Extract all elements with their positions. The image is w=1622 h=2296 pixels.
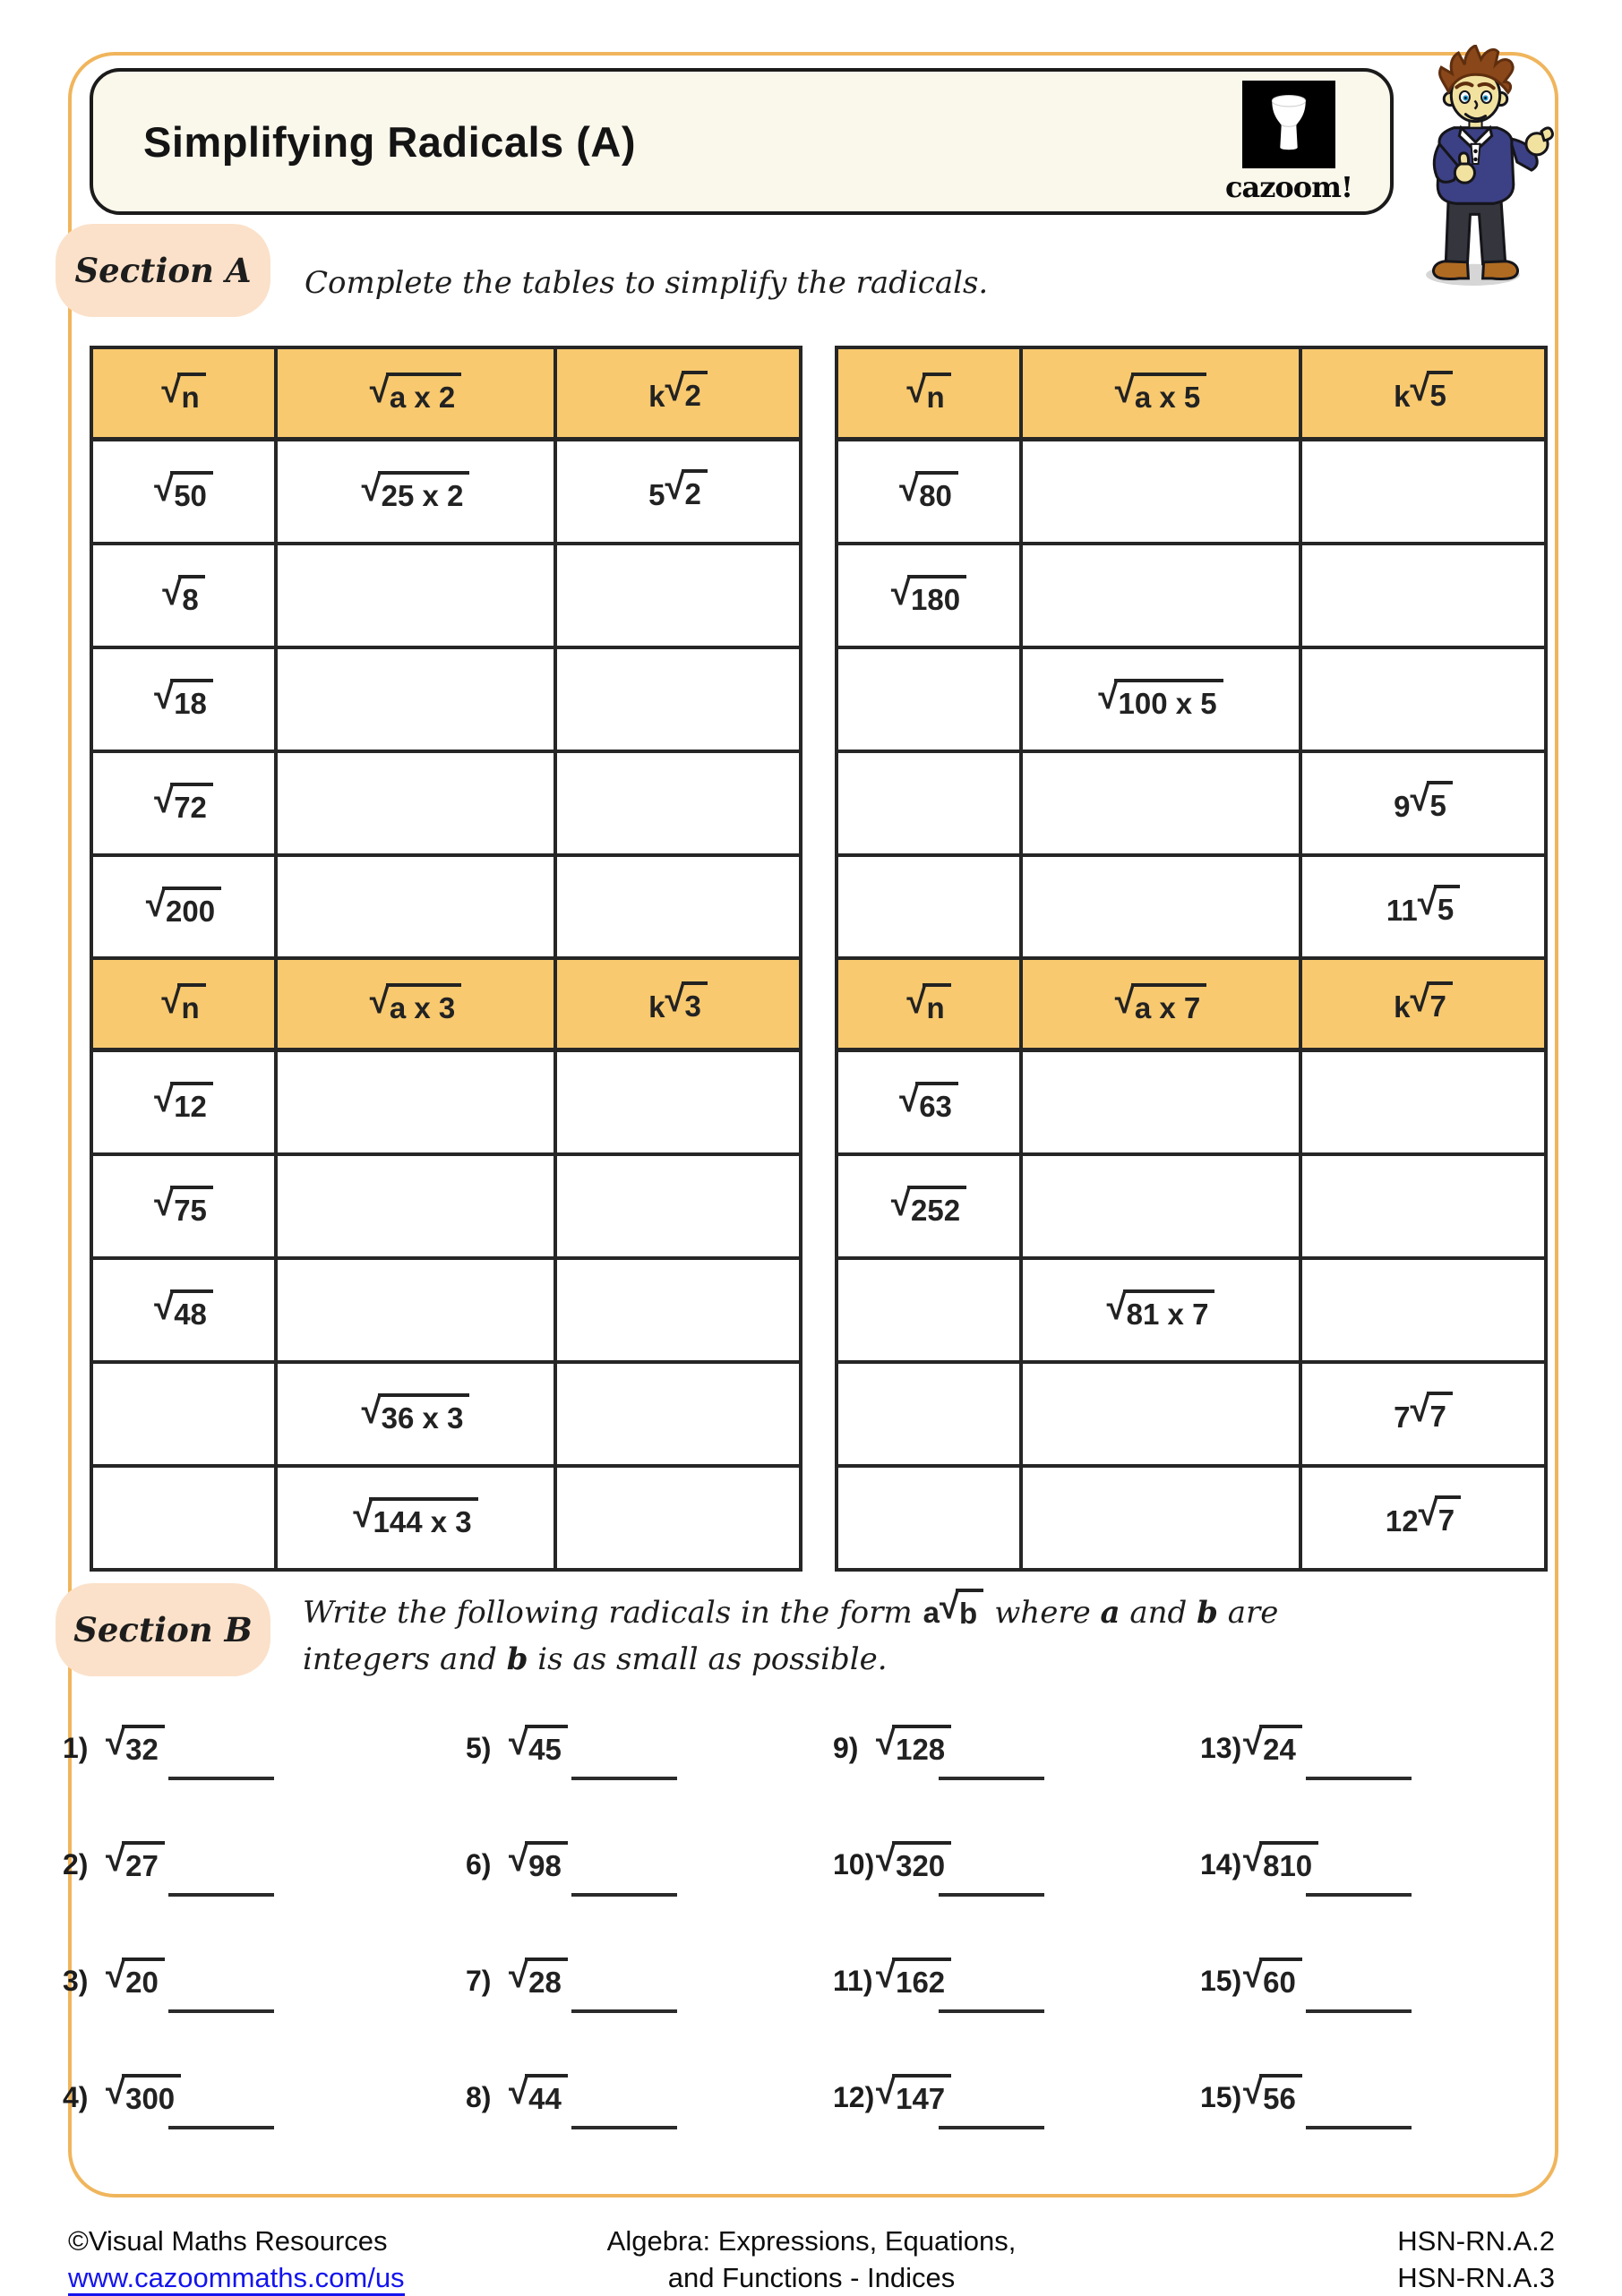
column-header — [1021, 958, 1300, 1050]
answer-cell[interactable] — [276, 1154, 555, 1258]
table-row — [837, 440, 1546, 544]
instruction-var-b: b — [506, 1641, 528, 1677]
problem-number: 12) — [833, 2081, 875, 2113]
problem-radical — [876, 1958, 951, 2000]
table-row — [91, 544, 801, 647]
table-row — [91, 1258, 801, 1362]
problem-item — [462, 2074, 829, 2190]
table-row — [837, 751, 1546, 855]
answer-blank[interactable] — [1306, 2126, 1412, 2129]
answer-cell[interactable] — [1300, 1154, 1546, 1258]
problem-number: 13) — [1200, 1732, 1242, 1764]
table-cell — [91, 1258, 276, 1362]
answer-cell[interactable] — [276, 1258, 555, 1362]
section-b-label: Section B — [73, 1610, 253, 1649]
section-a-label: Section A — [74, 251, 252, 290]
problem-radical — [106, 1958, 165, 2000]
problem-radical — [1243, 1725, 1302, 1767]
answer-cell[interactable] — [555, 751, 801, 855]
problem-number: 1) — [63, 1732, 89, 1764]
problem-item — [462, 1841, 829, 1958]
radical-expression: √ 810 — [1243, 1841, 1318, 1883]
answer-blank[interactable] — [168, 2009, 274, 2013]
problem-item — [462, 1958, 829, 2074]
answer-cell[interactable] — [91, 1466, 276, 1570]
table-row — [837, 1466, 1546, 1570]
problem-number: 11) — [833, 1965, 873, 1997]
answer-blank[interactable] — [1306, 1893, 1412, 1897]
problem-number: 14) — [1200, 1848, 1242, 1880]
problem-radical — [876, 1725, 951, 1767]
answer-cell[interactable] — [837, 1466, 1021, 1570]
radical-expression: √ 27 — [106, 1841, 165, 1883]
problem-item — [1197, 1841, 1501, 1958]
answer-cell[interactable] — [837, 1258, 1021, 1362]
answer-blank[interactable] — [571, 2126, 677, 2129]
radical-expression: k √ 5 — [1394, 371, 1453, 416]
instruction-var-b: b — [1197, 1595, 1218, 1631]
table-row — [91, 751, 801, 855]
radical-expression: √ a x 7 — [1115, 983, 1207, 1025]
column-header — [276, 347, 555, 440]
table-row — [91, 1466, 801, 1570]
table-cell — [1021, 1258, 1300, 1362]
answer-cell[interactable] — [837, 647, 1021, 751]
radical-expression: √ 20 — [106, 1958, 165, 2000]
radical-expression: √ 8 — [162, 575, 204, 617]
column-header — [837, 958, 1021, 1050]
radical-expression: k √ 3 — [648, 981, 708, 1027]
radical-expression: √ 24 — [1243, 1725, 1302, 1767]
problem-radical — [106, 1725, 165, 1767]
standard-code-2: HSN-RN.A.3 — [1397, 2262, 1555, 2293]
standard-code-1: HSN-RN.A.2 — [1397, 2225, 1555, 2257]
problem-number: 9) — [833, 1732, 859, 1764]
table-row — [837, 1154, 1546, 1258]
answer-cell[interactable] — [1021, 1154, 1300, 1258]
answer-blank[interactable] — [571, 1893, 677, 1897]
title-box — [90, 68, 1394, 215]
answer-cell[interactable] — [276, 855, 555, 959]
table-row — [837, 544, 1546, 647]
header-row — [91, 347, 801, 440]
radical-expression: √ 56 — [1243, 2074, 1302, 2116]
problem-item — [462, 1725, 829, 1841]
problem-item — [829, 1958, 1197, 2074]
radical-expression: √ 72 — [154, 783, 213, 825]
footer — [68, 2223, 1555, 2296]
instruction-var-a: a — [1100, 1595, 1120, 1631]
copyright-text: ©Visual Maths Resources — [68, 2225, 388, 2257]
problem-radical — [1243, 1841, 1318, 1883]
table-row — [91, 855, 801, 959]
radical-expression: √ 32 — [106, 1725, 165, 1767]
answer-blank[interactable] — [168, 1893, 274, 1897]
answer-cell[interactable] — [1300, 1258, 1546, 1362]
problem-item — [829, 1725, 1197, 1841]
table-cell — [1300, 1362, 1546, 1466]
radical-expression: k √ 7 — [1394, 981, 1453, 1027]
problem-radical — [876, 2074, 951, 2116]
problem-item — [59, 2074, 462, 2190]
answer-cell[interactable] — [1021, 751, 1300, 855]
radical-expression: √ 75 — [154, 1186, 213, 1228]
radical-expression: √ 252 — [891, 1186, 966, 1228]
radical-expression: √ n — [161, 983, 205, 1025]
answer-cell[interactable] — [1021, 1362, 1300, 1466]
answer-cell[interactable] — [1021, 855, 1300, 959]
logo-brand-text: cazoom! — [1225, 170, 1352, 204]
answer-cell[interactable] — [837, 751, 1021, 855]
answer-cell[interactable] — [555, 1466, 801, 1570]
radical-expression: √ 180 — [891, 575, 966, 617]
problem-number: 3) — [63, 1965, 89, 1997]
problem-radical — [106, 2074, 181, 2116]
simplify-table-sqrt5 — [835, 346, 1548, 961]
radical-expression: √ 80 — [899, 471, 958, 513]
radical-expression: 11 √ 5 — [1386, 885, 1460, 930]
table-row — [837, 855, 1546, 959]
answer-cell[interactable] — [555, 544, 801, 647]
header-row — [91, 958, 801, 1050]
radical-expression: 12 √ 7 — [1386, 1495, 1461, 1541]
radical-expression: √ 81 x 7 — [1107, 1289, 1215, 1332]
table-cell — [91, 855, 276, 959]
table-cell — [837, 1154, 1021, 1258]
radical-expression: √ a x 2 — [370, 373, 462, 415]
radical-expression: √ a x 5 — [1115, 373, 1207, 415]
problem-number: 6) — [466, 1848, 492, 1880]
problem-item — [1197, 1725, 1501, 1841]
answer-cell[interactable] — [91, 1362, 276, 1466]
table-cell — [1300, 855, 1546, 959]
answer-blank[interactable] — [571, 2009, 677, 2013]
answer-blank[interactable] — [939, 2009, 1044, 2013]
answer-cell[interactable] — [555, 1154, 801, 1258]
section-b-pill — [56, 1583, 270, 1676]
table-cell — [837, 440, 1021, 544]
answer-cell[interactable] — [1021, 440, 1300, 544]
answer-blank[interactable] — [939, 2126, 1044, 2129]
radical-expression: √ 25 x 2 — [362, 471, 470, 513]
answer-blank[interactable] — [1306, 2009, 1412, 2013]
problem-number: 4) — [63, 2081, 89, 2113]
topic-line-2: and Functions - Indices — [667, 2262, 956, 2293]
answer-cell[interactable] — [555, 855, 801, 959]
table-cell — [91, 1154, 276, 1258]
radical-expression: √ 147 — [876, 2074, 951, 2116]
table-cell — [276, 1362, 555, 1466]
radical-expression: √ 60 — [1243, 1958, 1302, 2000]
table-cell — [91, 1050, 276, 1155]
radical-expression: 9 √ 5 — [1394, 781, 1453, 827]
problem-radical — [1243, 2074, 1302, 2116]
problem-radical — [509, 1958, 568, 2000]
column-header — [1300, 347, 1546, 440]
radical-expression: 7 √ 7 — [1394, 1392, 1453, 1437]
problem-item — [829, 1841, 1197, 1958]
column-header — [91, 958, 276, 1050]
answer-blank[interactable] — [571, 1777, 677, 1780]
answer-cell[interactable] — [276, 544, 555, 647]
instruction-text: Write the following radicals in the form — [303, 1595, 913, 1631]
radical-expression: √ 45 — [509, 1725, 568, 1767]
instruction-text: is as small as possible. — [528, 1641, 888, 1677]
table-cell — [91, 647, 276, 751]
radical-expression: √ 300 — [106, 2074, 181, 2116]
answer-blank[interactable] — [1306, 1777, 1412, 1780]
answer-cell[interactable] — [1300, 440, 1546, 544]
answer-cell[interactable] — [1300, 647, 1546, 751]
radical-expression: √ 18 — [154, 679, 213, 721]
radical-expression: 5 √ 2 — [648, 469, 708, 515]
table-cell — [1300, 1466, 1546, 1570]
problem-number: 15) — [1200, 2081, 1242, 2113]
instruction-text: and — [1120, 1595, 1197, 1631]
problem-item — [1197, 2074, 1501, 2190]
problem-number: 15) — [1200, 1965, 1242, 1997]
radical-expression: √ 144 x 3 — [353, 1497, 477, 1539]
table-row — [837, 1362, 1546, 1466]
problem-number: 5) — [466, 1732, 492, 1764]
answer-cell[interactable] — [555, 1362, 801, 1466]
answer-cell[interactable] — [1021, 544, 1300, 647]
problem-item — [59, 1841, 462, 1958]
radical-expression: k √ 2 — [648, 371, 708, 416]
problem-radical — [509, 1841, 568, 1883]
radical-expression: √ 320 — [876, 1841, 951, 1883]
page-title: Simplifying Radicals (A) — [143, 117, 636, 166]
table-row — [91, 1154, 801, 1258]
table-row — [91, 647, 801, 751]
mascot-character-illustration — [1384, 45, 1567, 288]
simplify-table-sqrt7 — [835, 956, 1548, 1572]
radical-expression: √ n — [906, 373, 950, 415]
simplify-table-sqrt2 — [90, 346, 802, 961]
column-header — [555, 347, 801, 440]
radical-expression: √ n — [161, 373, 205, 415]
answer-cell[interactable] — [276, 647, 555, 751]
table-cell — [837, 1050, 1021, 1155]
problem-number: 2) — [63, 1848, 89, 1880]
instruction-text: where — [994, 1595, 1101, 1631]
problem-item — [59, 1958, 462, 2074]
radical-expression: √ 98 — [509, 1841, 568, 1883]
problem-radical — [1243, 1958, 1302, 2000]
radical-expression: √ a x 3 — [370, 983, 462, 1025]
table-row — [91, 1362, 801, 1466]
problem-radical — [509, 2074, 568, 2116]
answer-blank[interactable] — [939, 1777, 1044, 1780]
answer-blank[interactable] — [168, 1777, 274, 1780]
table-cell — [837, 544, 1021, 647]
website-link[interactable]: www.cazoommaths.com/us — [68, 2263, 405, 2296]
radical-expression: √ 12 — [154, 1082, 213, 1124]
table-row — [837, 1050, 1546, 1155]
answer-cell[interactable] — [1021, 1050, 1300, 1155]
table-cell — [1300, 751, 1546, 855]
cazoom-logo — [1213, 81, 1365, 204]
radical-expression: √ 63 — [899, 1082, 958, 1124]
radical-expression: √ 100 x 5 — [1098, 679, 1223, 721]
problem-number: 10) — [833, 1848, 875, 1880]
answer-cell[interactable] — [1300, 544, 1546, 647]
problem-number: 7) — [466, 1965, 492, 1997]
table-cell — [555, 440, 801, 544]
table-cell — [276, 1466, 555, 1570]
table-row — [91, 440, 801, 544]
radical-expression: √ 48 — [154, 1289, 213, 1332]
instruction-text: integers and — [303, 1641, 507, 1677]
problem-item — [59, 1725, 462, 1841]
column-header — [91, 347, 276, 440]
answer-cell[interactable] — [276, 751, 555, 855]
answer-blank[interactable] — [168, 2126, 274, 2129]
header-row — [837, 958, 1546, 1050]
table-row — [837, 647, 1546, 751]
table-cell — [1021, 647, 1300, 751]
problem-item — [1197, 1958, 1501, 2074]
answer-cell[interactable] — [276, 1050, 555, 1155]
formula-a-sqrt-b: a √ b — [923, 1596, 984, 1630]
simplify-table-sqrt3 — [90, 956, 802, 1572]
header-row — [837, 347, 1546, 440]
problem-radical — [876, 1841, 951, 1883]
column-header — [1021, 347, 1300, 440]
problem-radical — [509, 1725, 568, 1767]
radical-expression: √ 44 — [509, 2074, 568, 2116]
radical-expression: √ n — [906, 983, 950, 1025]
table-cell — [276, 440, 555, 544]
answer-cell[interactable] — [1300, 1050, 1546, 1155]
section-a-pill — [56, 224, 270, 317]
column-header — [555, 958, 801, 1050]
radical-expression: √ 50 — [154, 471, 213, 513]
problem-radical — [106, 1841, 165, 1883]
problem-item — [829, 2074, 1197, 2190]
table-row — [91, 1050, 801, 1155]
answer-cell[interactable] — [555, 1050, 801, 1155]
column-header — [1300, 958, 1546, 1050]
column-header — [837, 347, 1021, 440]
radical-expression: √ 162 — [876, 1958, 951, 2000]
radical-expression: √ 200 — [146, 887, 221, 929]
answer-blank[interactable] — [939, 1893, 1044, 1897]
radical-expression: √ 36 x 3 — [362, 1393, 470, 1435]
section-a-instruction: Complete the tables to simplify the radicals. — [305, 265, 989, 301]
section-b-instruction — [303, 1589, 1422, 1683]
table-cell — [91, 440, 276, 544]
table-row — [837, 1258, 1546, 1362]
problems-grid — [59, 1725, 1501, 2190]
radical-expression: √ 28 — [509, 1958, 568, 2000]
instruction-text: are — [1217, 1595, 1279, 1631]
problem-number: 8) — [466, 2081, 492, 2113]
answer-cell[interactable] — [837, 855, 1021, 959]
table-cell — [91, 751, 276, 855]
djembe-drum-icon — [1242, 81, 1335, 168]
table-cell — [91, 544, 276, 647]
answer-cell[interactable] — [555, 647, 801, 751]
radical-expression: √ 128 — [876, 1725, 951, 1767]
answer-cell[interactable] — [837, 1362, 1021, 1466]
answer-cell[interactable] — [555, 1258, 801, 1362]
answer-cell[interactable] — [1021, 1466, 1300, 1570]
topic-line-1: Algebra: Expressions, Equations, — [606, 2225, 1017, 2257]
column-header — [276, 958, 555, 1050]
